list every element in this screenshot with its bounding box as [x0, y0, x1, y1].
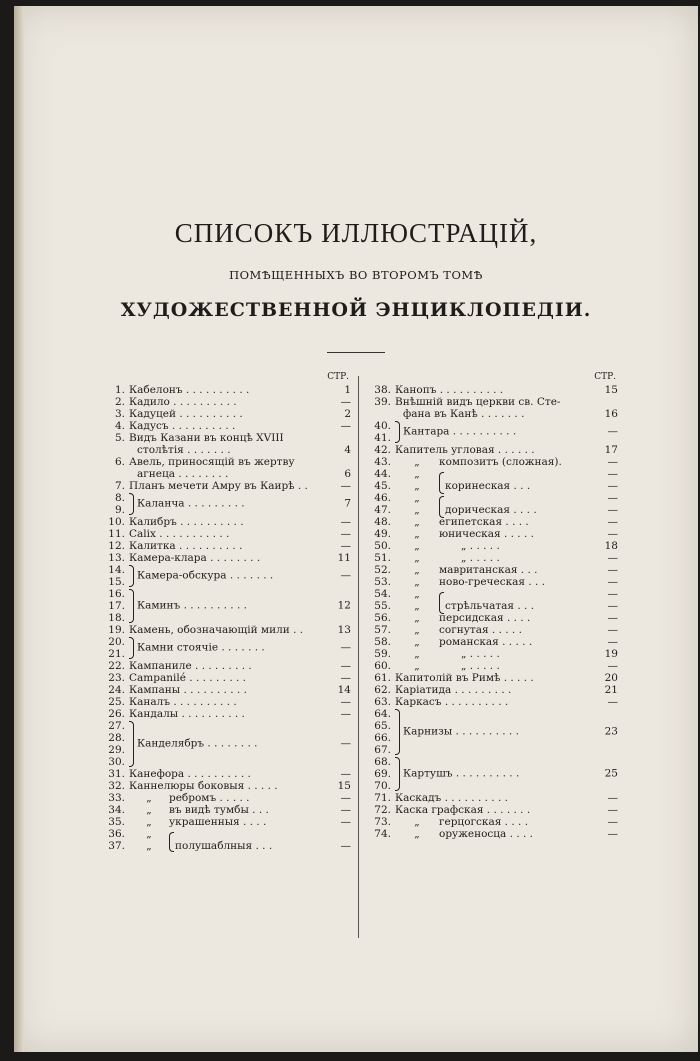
item-title: Камень, обозначающій мили . .: [129, 624, 304, 636]
item-title: „ . . . . .: [461, 540, 500, 552]
item-number: 6.: [114, 456, 125, 468]
page-heading: ХУДОЖЕСТВЕННОЙ ЭНЦИКЛОПЕДІИ.: [120, 299, 592, 321]
item-number: 29.: [108, 744, 125, 756]
item-number: 4.: [114, 420, 125, 432]
list-item: [94, 480, 351, 492]
item-title: Каска графская . . . . . . .: [395, 804, 531, 816]
list-group: [94, 492, 351, 516]
page-title: СПИСОКЪ ИЛЛЮСТРАЦІЙ,: [174, 218, 538, 248]
item-number: 21.: [108, 648, 125, 660]
item-number: 40.: [374, 420, 391, 432]
ditto-mark: „: [414, 468, 420, 480]
ditto-mark: „: [414, 648, 420, 660]
list-item: [360, 828, 618, 840]
item-number: 37.: [108, 840, 125, 852]
item-number: 48.: [374, 516, 391, 528]
ditto-mark: „: [414, 624, 420, 636]
item-page: —: [607, 516, 618, 528]
item-number: 41.: [374, 432, 391, 444]
item-page: 2: [344, 408, 351, 420]
item-number: 28.: [108, 732, 125, 744]
item-number: 73.: [374, 816, 391, 828]
list-item: [94, 540, 351, 552]
list-item-continuation: [360, 408, 618, 420]
list-item: [94, 828, 351, 840]
item-number: 13.: [108, 552, 125, 564]
ditto-mark: „: [414, 600, 420, 612]
item-number: 32.: [108, 780, 125, 792]
item-title: герцогская . . . .: [439, 816, 529, 828]
item-page: 12: [337, 599, 351, 612]
list-item: [94, 408, 351, 420]
ditto-mark: „: [414, 816, 420, 828]
item-title: Кадило . . . . . . . . . .: [129, 396, 237, 408]
item-page: —: [340, 737, 351, 750]
list-item: [360, 612, 618, 624]
item-title: Планъ мечети Амру въ Каирѣ . .: [129, 480, 308, 492]
list-item: [360, 672, 618, 684]
item-number: 62.: [374, 684, 391, 696]
item-page: —: [607, 468, 618, 480]
item-page: —: [607, 552, 618, 564]
item-number: 45.: [374, 480, 391, 492]
item-number: 1.: [114, 384, 125, 396]
item-page: —: [340, 804, 351, 816]
page-column-header: СТР.: [327, 372, 349, 382]
item-title: Кантара . . . . . . . . . .: [403, 425, 517, 438]
item-number: 34.: [108, 804, 125, 816]
ditto-mark: „: [414, 456, 420, 468]
item-number: 52.: [374, 564, 391, 576]
item-number: 49.: [374, 528, 391, 540]
list-item: [360, 804, 618, 816]
item-title: „ . . . . .: [461, 660, 500, 672]
item-page: —: [607, 588, 618, 600]
ditto-mark: „: [414, 516, 420, 528]
list-item: [94, 516, 351, 528]
list-item: [94, 420, 351, 432]
list-item: [94, 624, 351, 636]
list-group: [94, 588, 351, 624]
item-number: 72.: [374, 804, 391, 816]
item-number: 35.: [108, 816, 125, 828]
ditto-mark: „: [146, 792, 152, 804]
item-title: дорическая . . . .: [445, 504, 537, 516]
list-item: [360, 516, 618, 528]
page-column-header: СТР.: [594, 372, 616, 382]
item-title: мавританская . . .: [439, 564, 538, 576]
list-item: [360, 624, 618, 636]
list-item: [360, 600, 618, 612]
item-page: —: [607, 456, 618, 468]
item-page: 20: [604, 672, 618, 684]
item-page: —: [607, 528, 618, 540]
item-title: Кадусъ . . . . . . . . . .: [129, 420, 236, 432]
item-number: 14.: [108, 564, 125, 576]
item-number: 30.: [108, 756, 125, 768]
item-page: 18: [604, 540, 618, 552]
item-page: 1: [344, 384, 351, 396]
list-item: [360, 396, 618, 408]
item-page: —: [340, 792, 351, 804]
item-title: стрѣльчатая . . .: [445, 600, 535, 612]
item-page: 15: [604, 384, 618, 396]
item-number: 55.: [374, 600, 391, 612]
item-title: юническая . . . . .: [439, 528, 534, 540]
item-number: 26.: [108, 708, 125, 720]
title-rule: [327, 352, 385, 353]
ditto-mark: „: [414, 504, 420, 516]
item-number: 54.: [374, 588, 391, 600]
list-item: [94, 804, 351, 816]
list-group: [360, 708, 618, 756]
list-item: [94, 816, 351, 828]
item-number: 17.: [108, 600, 125, 612]
item-number: 63.: [374, 696, 391, 708]
item-page: —: [340, 396, 351, 408]
item-title: полушаблныя . . .: [175, 840, 273, 852]
item-title: Calix . . . . . . . . . . .: [129, 528, 230, 540]
item-page: —: [340, 696, 351, 708]
ditto-mark: „: [414, 552, 420, 564]
item-title: Campanilé . . . . . . . . .: [129, 672, 247, 684]
item-number: 65.: [374, 720, 391, 732]
item-title: Камера-клара . . . . . . . .: [129, 552, 261, 564]
list-item-continuation: [94, 468, 351, 480]
item-number: 36.: [108, 828, 125, 840]
list-group: [94, 564, 351, 588]
item-title-cont: столѣтія . . . . . . .: [137, 444, 231, 456]
item-number: 23.: [108, 672, 125, 684]
ditto-mark: „: [146, 816, 152, 828]
item-page: —: [607, 600, 618, 612]
item-page: —: [340, 516, 351, 528]
ditto-mark: „: [414, 492, 420, 504]
item-number: 46.: [374, 492, 391, 504]
item-number: 27.: [108, 720, 125, 732]
item-title: „ . . . . .: [461, 648, 500, 660]
item-number: 69.: [374, 768, 391, 780]
list-item: [360, 552, 618, 564]
item-page: —: [340, 660, 351, 672]
item-page: 7: [344, 497, 351, 510]
right-column: [360, 372, 618, 840]
item-page: 4: [344, 444, 351, 456]
item-number: 3.: [114, 408, 125, 420]
item-number: 38.: [374, 384, 391, 396]
item-page: 6: [344, 468, 351, 480]
item-title: Картушъ . . . . . . . . . .: [403, 767, 520, 780]
item-number: 16.: [108, 588, 125, 600]
item-title: коринеская . . .: [445, 480, 531, 492]
item-title: композитъ (сложная).: [439, 456, 562, 468]
list-item: [360, 492, 618, 504]
item-title-cont: агнеца . . . . . . . .: [137, 468, 229, 480]
ditto-mark: „: [414, 540, 420, 552]
item-title: Кабелонъ . . . . . . . . . .: [129, 384, 250, 396]
item-page: —: [607, 816, 618, 828]
item-title: Канопъ . . . . . . . . . .: [395, 384, 504, 396]
item-page: —: [607, 425, 618, 438]
list-item: [94, 696, 351, 708]
item-title: романская . . . . .: [439, 636, 533, 648]
item-title: Каланча . . . . . . . . .: [137, 497, 245, 510]
item-title: ребромъ . . . . .: [169, 792, 250, 804]
item-title-cont: фана въ Канѣ . . . . . . .: [403, 408, 525, 420]
item-number: 57.: [374, 624, 391, 636]
list-item: [94, 672, 351, 684]
item-title: Калитка . . . . . . . . . .: [129, 540, 243, 552]
list-item: [94, 840, 351, 852]
item-page: —: [607, 480, 618, 492]
list-item: [360, 816, 618, 828]
item-number: 43.: [374, 456, 391, 468]
brace: [395, 709, 400, 755]
item-title: въ видѣ тумбы . . .: [169, 804, 269, 816]
list-item: [94, 552, 351, 564]
item-title: Кампаниле . . . . . . . . .: [129, 660, 252, 672]
list-group: [94, 720, 351, 768]
item-number: 8.: [114, 492, 125, 504]
book-page: [14, 6, 698, 1052]
item-page: —: [607, 624, 618, 636]
list-group: [360, 420, 618, 444]
item-number: 33.: [108, 792, 125, 804]
item-number: 5.: [114, 432, 125, 444]
list-item: [94, 708, 351, 720]
list-item: [360, 648, 618, 660]
item-page: 16: [604, 408, 618, 420]
item-title: Канделябръ . . . . . . . .: [137, 737, 258, 750]
item-title: Камни стоячіе . . . . . . .: [137, 641, 265, 654]
item-number: 67.: [374, 744, 391, 756]
brace: [129, 637, 134, 659]
item-page: —: [340, 672, 351, 684]
item-title: ново-греческая . . .: [439, 576, 546, 588]
brace: [129, 493, 134, 515]
page-subtitle: ПОМѢЩЕННЫХЪ ВО ВТОРОМЪ ТОМѢ: [229, 268, 483, 282]
ditto-mark: „: [414, 480, 420, 492]
item-page: —: [607, 660, 618, 672]
brace: [395, 421, 400, 443]
item-title: оруженосца . . . .: [439, 828, 534, 840]
ditto-mark: „: [414, 660, 420, 672]
ditto-mark: „: [146, 804, 152, 816]
ditto-mark: „: [414, 528, 420, 540]
item-title: Каріатида . . . . . . . . .: [395, 684, 512, 696]
column-divider: [358, 376, 359, 938]
item-title: Канефора . . . . . . . . . .: [129, 768, 251, 780]
list-item: [360, 384, 618, 396]
item-title: персидская . . . .: [439, 612, 531, 624]
item-page: —: [607, 828, 618, 840]
ditto-mark: „: [146, 828, 152, 840]
list-item: [360, 684, 618, 696]
item-page: —: [340, 816, 351, 828]
ditto-mark: „: [414, 588, 420, 600]
item-page: —: [607, 492, 618, 504]
item-title: согнутая . . . . .: [439, 624, 522, 636]
list-item: [360, 792, 618, 804]
list-item: [360, 540, 618, 552]
item-number: 7.: [114, 480, 125, 492]
item-page: —: [340, 641, 351, 654]
brace: [129, 565, 134, 587]
ditto-mark: „: [414, 828, 420, 840]
list-item: [360, 444, 618, 456]
item-title: египетская . . . .: [439, 516, 529, 528]
item-number: 56.: [374, 612, 391, 624]
list-item: [94, 456, 351, 468]
list-item: [94, 396, 351, 408]
item-page: —: [340, 528, 351, 540]
item-page: —: [607, 576, 618, 588]
item-number: 42.: [374, 444, 391, 456]
item-page: —: [340, 569, 351, 582]
item-number: 71.: [374, 792, 391, 804]
item-page: —: [340, 768, 351, 780]
item-page: 13: [337, 624, 351, 636]
list-item: [94, 528, 351, 540]
item-page: —: [340, 840, 351, 852]
list-item: [360, 660, 618, 672]
item-page: 15: [337, 780, 351, 792]
item-title: Капитель угловая . . . . . .: [395, 444, 535, 456]
item-number: 2.: [114, 396, 125, 408]
item-page: —: [340, 480, 351, 492]
item-page: —: [607, 612, 618, 624]
list-item: [360, 468, 618, 480]
list-item: [94, 780, 351, 792]
item-page: 17: [604, 444, 618, 456]
item-page: —: [340, 420, 351, 432]
item-number: 18.: [108, 612, 125, 624]
list-item: [94, 660, 351, 672]
item-number: 60.: [374, 660, 391, 672]
item-number: 61.: [374, 672, 391, 684]
item-number: 68.: [374, 756, 391, 768]
item-page: 25: [604, 767, 618, 780]
item-page: 11: [337, 552, 351, 564]
item-page: 14: [337, 684, 351, 696]
item-title: Кандалы . . . . . . . . . .: [129, 708, 245, 720]
item-number: 11.: [108, 528, 125, 540]
item-number: 39.: [374, 396, 391, 408]
item-page: —: [607, 792, 618, 804]
ditto-mark: „: [414, 564, 420, 576]
item-title: Видъ Казани въ концѣ XVIII: [129, 432, 284, 444]
list-item: [360, 576, 618, 588]
item-number: 51.: [374, 552, 391, 564]
list-item-continuation: [94, 444, 351, 456]
list-item: [360, 456, 618, 468]
item-number: 9.: [114, 504, 125, 516]
list-item: [94, 384, 351, 396]
item-title: Кампаны . . . . . . . . . .: [129, 684, 247, 696]
item-title: „ . . . . .: [461, 552, 500, 564]
item-title: Камера-обскура . . . . . . .: [137, 569, 274, 582]
item-title: Внѣшній видъ церкви св. Сте-: [395, 396, 561, 408]
item-page: 21: [604, 684, 618, 696]
item-title: Карнизы . . . . . . . . . .: [403, 725, 519, 738]
item-title: Авель, приносящій въ жертву: [129, 456, 295, 468]
item-title: Каскадъ . . . . . . . . . .: [395, 792, 508, 804]
list-group: [360, 756, 618, 792]
list-item: [94, 792, 351, 804]
list-item: [360, 504, 618, 516]
item-number: 15.: [108, 576, 125, 588]
list-item: [360, 528, 618, 540]
item-title: Капитолій въ Римѣ . . . . .: [395, 672, 534, 684]
item-title: Каналъ . . . . . . . . . .: [129, 696, 237, 708]
brace: [129, 589, 134, 623]
item-number: 22.: [108, 660, 125, 672]
list-item: [360, 696, 618, 708]
list-item: [360, 588, 618, 600]
item-number: 19.: [108, 624, 125, 636]
item-number: 47.: [374, 504, 391, 516]
ditto-mark: „: [414, 576, 420, 588]
list-item: [94, 768, 351, 780]
item-title: Каркасъ . . . . . . . . . .: [395, 696, 509, 708]
item-number: 66.: [374, 732, 391, 744]
list-item: [94, 684, 351, 696]
item-title: Каминъ . . . . . . . . . .: [137, 599, 247, 612]
item-page: —: [340, 540, 351, 552]
list-item: [360, 564, 618, 576]
item-page: 23: [604, 725, 618, 738]
item-number: 50.: [374, 540, 391, 552]
item-number: 58.: [374, 636, 391, 648]
item-number: 31.: [108, 768, 125, 780]
item-title: Каннелюры боковыя . . . . .: [129, 780, 278, 792]
list-item: [360, 480, 618, 492]
item-number: 12.: [108, 540, 125, 552]
brace: [129, 721, 134, 767]
left-column: [94, 372, 351, 852]
item-number: 24.: [108, 684, 125, 696]
list-item: [94, 432, 351, 444]
item-number: 70.: [374, 780, 391, 792]
item-number: 59.: [374, 648, 391, 660]
item-number: 74.: [374, 828, 391, 840]
page-spine: [14, 6, 24, 1052]
item-title: Калибръ . . . . . . . . . .: [129, 516, 244, 528]
item-page: —: [607, 696, 618, 708]
list-item: [360, 636, 618, 648]
list-group: [94, 636, 351, 660]
item-number: 53.: [374, 576, 391, 588]
item-page: —: [607, 564, 618, 576]
item-number: 20.: [108, 636, 125, 648]
ditto-mark: „: [146, 840, 152, 852]
item-number: 44.: [374, 468, 391, 480]
item-title: украшенныя . . . .: [169, 816, 267, 828]
item-page: 19: [604, 648, 618, 660]
item-page: —: [607, 504, 618, 516]
item-page: —: [607, 804, 618, 816]
brace: [395, 757, 400, 791]
item-number: 25.: [108, 696, 125, 708]
ditto-mark: „: [414, 636, 420, 648]
item-page: —: [607, 636, 618, 648]
item-page: —: [340, 708, 351, 720]
item-title: Кадуцей . . . . . . . . . .: [129, 408, 243, 420]
item-number: 64.: [374, 708, 391, 720]
ditto-mark: „: [414, 612, 420, 624]
item-number: 10.: [108, 516, 125, 528]
